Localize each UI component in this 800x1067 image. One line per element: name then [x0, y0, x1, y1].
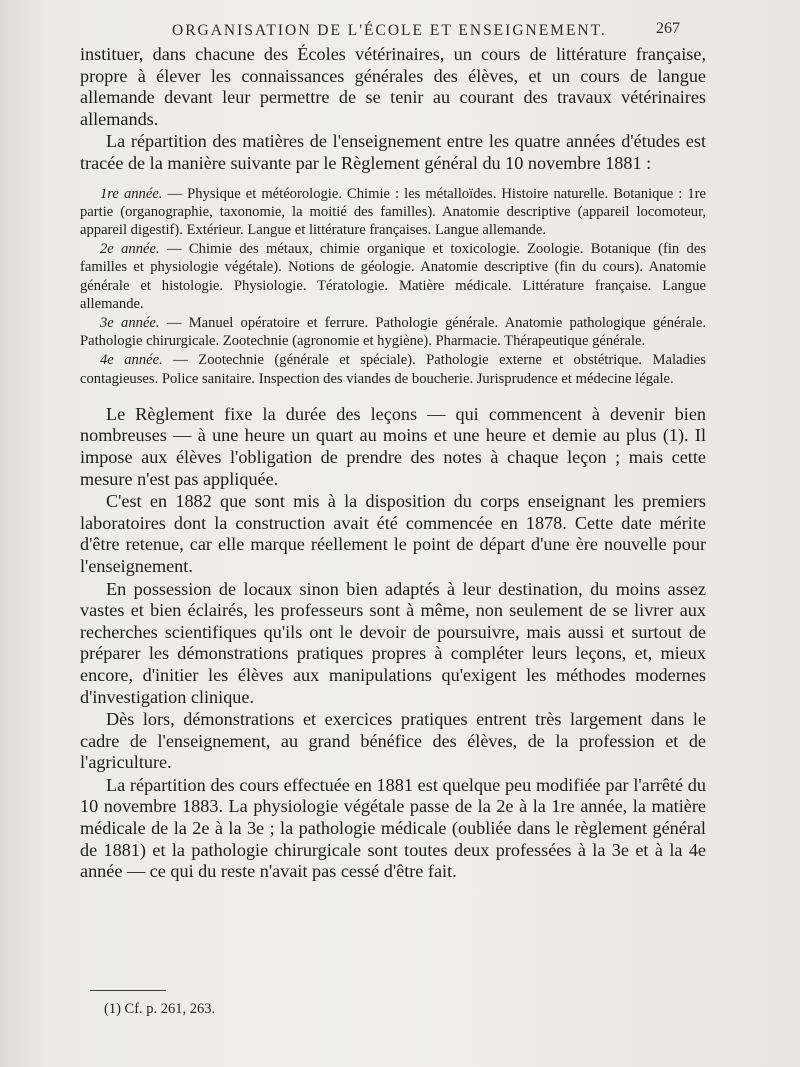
paragraph-duree-lecons: Le Règlement fixe la durée des leçons — qui commencent à devenir bien nombreuses — à une heure un quart au moins et une heure et demie au plus (1). Il impose aux élèves l'obligation de prendre des notes à chaque leçon ; mais cette mesure n'est pas appliquée. [80, 403, 706, 489]
paragraph-arrete-1883: La répartition des cours effectuée en 1881 est quelque peu modifiée par l'arrêté du 10 novembre 1883. La physiologie végétale passe de la 2e à la 1re année, la matière médicale de la 2e à la 3e ; la pathologie médicale (oubliée dans le règlement général de 1881) et la pathologie chirurgicale sont toutes deux professées à la 3e et à la 4e année — ce qui du reste n'avait pas cessé d'être fait. [80, 774, 706, 882]
curriculum-year-4 [80, 351, 706, 387]
page-number: 267 [656, 20, 680, 37]
curriculum-year-2-label: 2e année. [100, 241, 160, 258]
body-text [80, 44, 706, 883]
paragraph-exercices-pratiques: Dès lors, démonstrations et exercices pratiques entrent très largement dans le cadre de l'enseignement, au grand bénéfice des élèves, de la profession et de l'agriculture. [80, 709, 706, 773]
running-head [0, 18, 800, 46]
paragraph-repartition-intro: La répartition des matières de l'enseignement entre les quatre années d'études est tracée de la manière suivante par le Règlement général du 10 novembre 1881 : [80, 131, 706, 173]
curriculum-year-4-text: — Zootechnie (générale et spéciale). Pathologie externe et obstétrique. Maladies contagieuses. Police sanitaire. Inspection des viandes de boucherie. Jurisprudence et médecine légale. [80, 352, 706, 387]
running-title: ORGANISATION DE L'ÉCOLE ET ENSEIGNEMENT. [172, 22, 607, 39]
curriculum-year-2-text: — Chimie des métaux, chimie organique et toxicologie. Zoologie. Botanique (fin des familles et physiologie végétale). Notions de géologie. Anatomie descriptive (fin du cours). Anatomie générale et histologie. Physiologie. Tératologie. Matière médicale. Littérature française. Langue allemande. [80, 241, 706, 312]
paragraph-laboratoires: C'est en 1882 que sont mis à la disposition du corps enseignant les premiers laboratoires dont la construction avait été commencée en 1878. Cette date mérite d'être retenue, car elle marque réellement le point de départ d'une ère nouvelle pour l'enseignement. [80, 491, 706, 576]
curriculum-year-3-label: 3e année. [100, 314, 160, 331]
curriculum-year-4-label: 4e année. [100, 352, 163, 369]
curriculum-year-1 [80, 185, 706, 240]
footnote-rule [90, 990, 166, 991]
curriculum-year-1-label: 1re année. [100, 185, 163, 202]
curriculum-year-3 [80, 314, 706, 350]
paragraph-locaux: En possession de locaux sinon bien adaptés à leur destination, du moins assez vastes et bien éclairés, les professeurs sont à même, non seulement de se livrer aux recherches scientifiques qu'ils ont le devoir de poursuivre, mais aussi et surtout de préparer les démonstrations pratiques propres à compléter leurs leçons, et, mieux encore, d'initier les élèves aux manipulations qu'exigent les méthodes modernes d'investigation clinique. [80, 578, 706, 707]
curriculum-list [80, 185, 706, 388]
footnote: (1) Cf. p. 261, 263. [104, 1001, 216, 1017]
paragraph-continuation: instituer, dans chacune des Écoles vétérinaires, un cours de littérature française, propre à élever les connaissances générales des élèves, et un cours de langue allemande devant leur permettre de se tenir au courant des travaux vétérinaires allemands. [80, 44, 706, 129]
curriculum-year-3-text: — Manuel opératoire et ferrure. Pathologie générale. Anatomie pathologique générale. Pathologie chirurgicale. Zootechnie (agronomie et hygiène). Pharmacie. Thérapeutique générale. [80, 314, 706, 350]
curriculum-year-1-text: — Physique et météorologie. Chimie : les métalloïdes. Histoire naturelle. Botanique : 1re partie (organographie, taxonomie, la moitié des familles). Anatomie descriptive (appareil locomoteur, appareil digestif). Extérieur. Langue et littérature françaises. Langue allemande. [80, 185, 706, 238]
curriculum-year-2 [80, 240, 706, 313]
